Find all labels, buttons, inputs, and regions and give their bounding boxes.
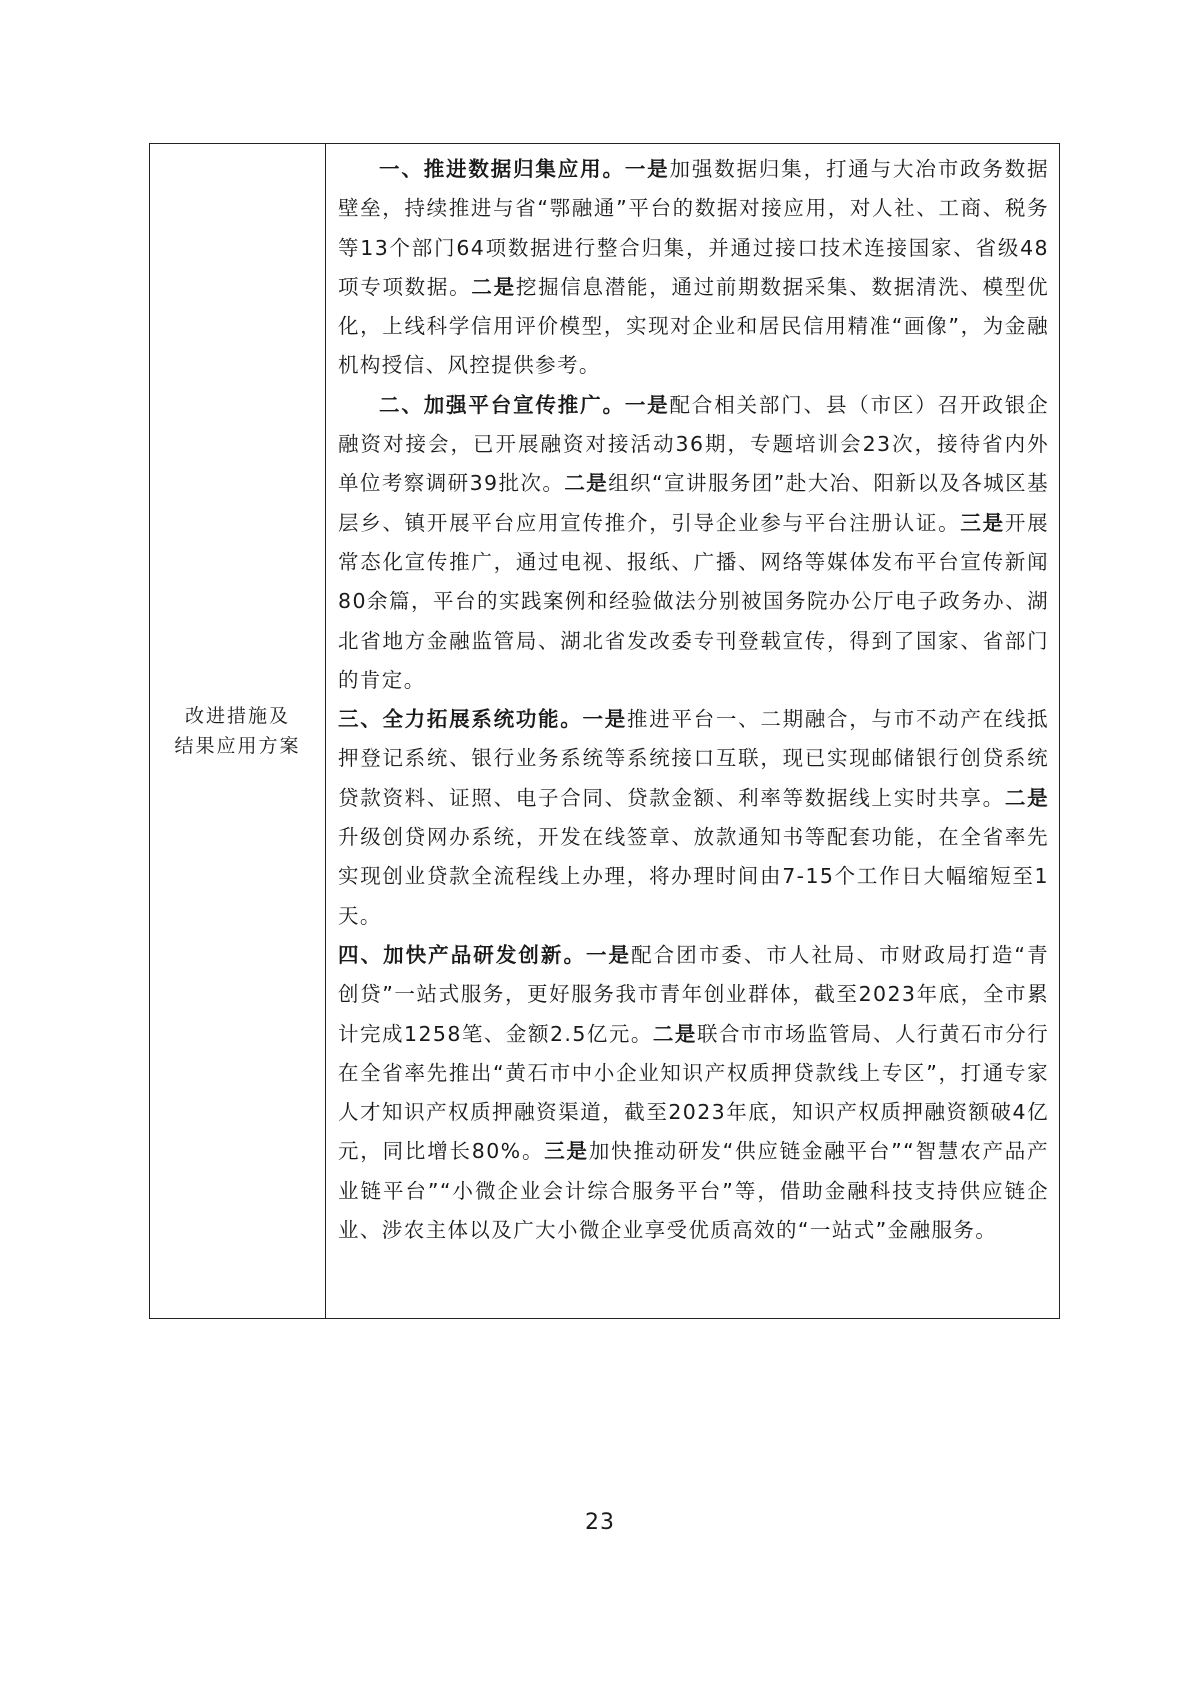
section-3-paragraph <box>338 700 1049 936</box>
row-label-line-2: 结果应用方案 <box>174 735 301 757</box>
section-2-text-2: 组织“宣讲服务团”赴大冶、阳新以及各城区基层乡、镇开展平台应用宣传推介，引导企业参与平台注册认证。 <box>338 471 1049 535</box>
section-1-paragraph <box>338 150 1049 386</box>
section-3-text-1: 推进平台一、二期融合，与市不动产在线抵押登记系统、银行业务系统等系统接口互联，现已实现邮储银行创贷系统贷款资料、证照、电子合同、贷款金额、利率等数据线上实时共享。 <box>338 707 1049 810</box>
section-3-text-2: 升级创贷网办系统，开发在线签章、放款通知书等配套功能，在全省率先实现创业贷款全流程线上办理，将办理时间由7-15个工作日大幅缩短至1天。 <box>338 825 1049 928</box>
row-label-cell <box>150 144 326 1318</box>
section-1-text-2: 挖掘信息潜能，通过前期数据采集、数据清洗、模型优化，上线科学信用评价模型，实现对企业和居民信用精准“画像”，为金融机构授信、风控提供参考。 <box>338 274 1049 378</box>
section-4-heading: 四、加快产品研发创新。 <box>338 942 587 967</box>
measures-table <box>149 143 1060 1319</box>
section-1-lead-2: 二是 <box>471 274 516 299</box>
section-3-lead-1: 一是 <box>582 707 627 732</box>
section-3-heading: 三、全力拓展系统功能。 <box>338 707 583 732</box>
section-4-lead-3: 三是 <box>544 1139 589 1164</box>
section-3-lead-2: 二是 <box>1004 785 1049 810</box>
section-2-lead-2: 二是 <box>564 471 609 496</box>
section-2-text-1: 配合相关部门、县（市区）召开政银企融资对接会，已开展融资对接活动36期，专题培训会23次，接待省内外单位考察调研39批次。 <box>338 392 1049 496</box>
section-1-heading: 一、推进数据归集应用。 <box>379 157 625 181</box>
section-1-text-1: 加强数据归集，打通与大冶市政务数据壁垒，持续推进与省“鄂融通”平台的数据对接应用，对人社、工商、税务等13个部门64项数据进行整合归集，并通过接口技术连接国家、省级48项专项数据。 <box>338 157 1049 299</box>
section-4-text-1: 配合团市委、市人社局、市财政局打造“青创贷”一站式服务，更好服务我市青年创业群体，截至2023年底，全市累计完成1258笔、金额2.5亿元。 <box>338 942 1049 1046</box>
section-2-text-3: 开展常态化宣传推广，通过电视、报纸、广播、网络等媒体发布平台宣传新闻80余篇，平台的实践案例和经验做法分别被国务院办公厅电子政务办、湖北省地方金融监管局、湖北省发改委专刊登载宣传，得到了国家、省部门的肯定。 <box>338 510 1049 692</box>
section-2-lead-1: 一是 <box>624 392 670 417</box>
section-4-text-3: 加快推动研发“供应链金融平台”“智慧农产品产业链平台”“小微企业会计综合服务平台”等，借助金融科技支持供应链企业、涉农主体以及广大小微企业享受优质高效的“一站式”金融服务。 <box>338 1139 1049 1243</box>
section-1-lead-1: 一是 <box>624 157 670 181</box>
section-2-heading: 二、加强平台宣传推广。 <box>379 392 625 417</box>
row-label-line-1: 改进措施及 <box>184 705 290 727</box>
section-4-paragraph <box>338 936 1049 1250</box>
content-cell <box>326 144 1059 1318</box>
section-4-text-2: 联合市市场监管局、人行黄石市分行在全省率先推出“黄石市中小企业知识产权质押贷款线上专区”，打通专家人才知识产权质押融资渠道，截至2023年底，知识产权质押融资额破4亿元，同比增长80%。 <box>338 1021 1049 1164</box>
section-4-lead-2: 二是 <box>652 1021 697 1046</box>
section-2-paragraph <box>338 386 1049 700</box>
section-4-lead-1: 一是 <box>586 942 632 967</box>
page-number: 23 <box>585 1510 615 1535</box>
section-2-lead-3: 三是 <box>960 510 1005 535</box>
